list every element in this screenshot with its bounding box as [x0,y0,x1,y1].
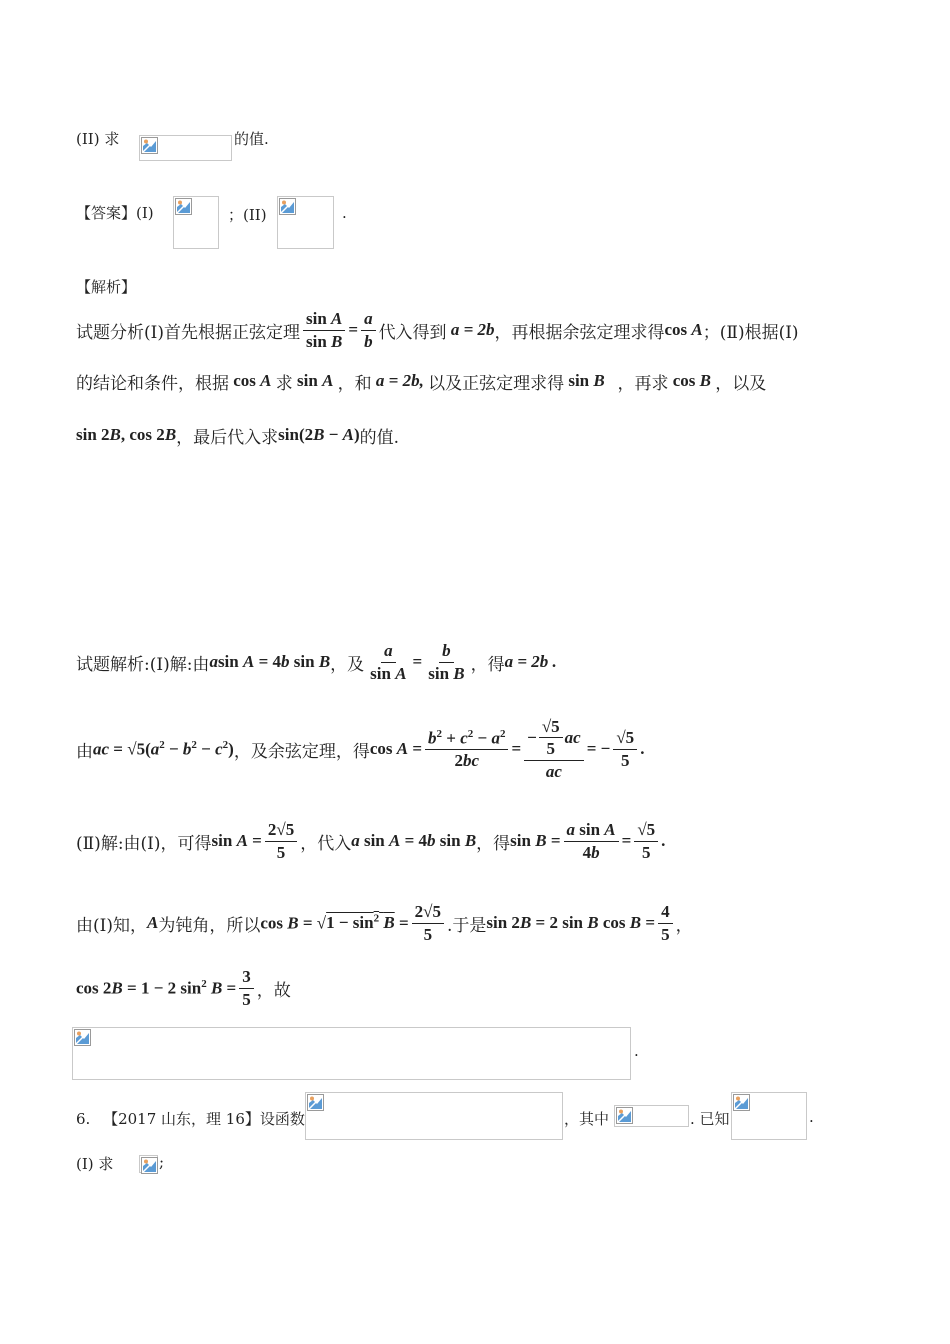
answer-part1-label: (I) [136,204,154,222]
analysis-text: ，最后代入求 [176,427,279,448]
image-placeholder [731,1092,807,1140]
formula: $\frac{a}{b}$ [361,309,376,351]
solution-text: ，得 [476,833,511,854]
image-placeholder [72,1027,631,1080]
formula: $\frac{√5}{5}$ [634,820,658,862]
formula: $\frac{3}{5}$ [239,967,254,1009]
analysis-line-1: 试题分析(Ⅰ)首先根据正弦定理 $\frac{\text{sin A}}{\text{sin B}}$ = $\frac{a}{b}$ 代入得到 a = 2b ，再根据余弦定理求得 cos A ；(Ⅱ)根据(Ⅰ) [76,308,799,351]
analysis-text: 代入得到 [378,322,447,343]
formula: sin(2B − A) [278,425,360,444]
formula: cos A [664,320,703,339]
problem6-text: 设函数 [259,1110,305,1128]
solution-text: .于是 [446,915,487,936]
solution-text: ，故 [256,980,291,1001]
broken-image-icon [175,198,192,215]
formula: $\frac{\text{a sin A}}{4b}$ [564,820,619,862]
formula: a sin A = 4b sin B [351,831,477,850]
analysis-text: 的结论和条件，根据 [76,373,229,394]
solution-line-2: 由 ac = $√5(a^2 - b^2 - c^2)$ ，及余弦定理，得 cos A = $\frac{b^2 + c^2 - a^2}{2bc}$ = − $\frac{√5}{5}$ ac ac = − $\frac{√5}{5}$ . [76,716,645,781]
analysis-text: 试题分析(Ⅰ)首先根据正弦定理 [76,322,300,343]
analysis-label: 【解析】 [76,278,137,296]
solution-text: 为钝角，所以 [158,915,261,936]
solution-line-3: (Ⅱ)解:由(Ⅰ)，可得 sin A = $\frac{2√5}{5}$ ，代入 a sin A = 4b sin B ，得 sin B = $\frac{\text{a sin A}}{4b}$ = $\frac{√5}{5}$ . [76,819,666,862]
formula: $\frac{b^2 + c^2 - a^2}{2bc}$ [425,728,508,771]
analysis-text: ，和 [337,373,372,394]
solution-text: ，得 [470,654,505,675]
analysis-text: 求 [275,373,293,394]
problem6-header [76,1108,305,1129]
problem6-part1 [76,1153,113,1174]
answer-label-text: 【答案】 [76,204,137,222]
formula: sin A = [211,831,262,850]
problem6-number: 6. [76,1110,91,1128]
image-placeholder [614,1105,689,1127]
problem6-part1-prefix: (Ⅰ) 求 [76,1155,114,1173]
broken-image-icon [616,1107,633,1124]
formula: − $\frac{√5}{5}$ ac ac [524,717,584,782]
formula: cos 2B = 1 − 2 $\sin^2 B$ = [76,977,237,998]
formula: $\frac{2√5}{5}$ [412,902,444,944]
formula: A [146,913,159,932]
problem6-source: 【2017 山东，理 16】 [103,1110,260,1128]
formula: sin 2B, cos 2B [76,425,177,444]
formula: $\frac{\text{sin A}}{\text{sin B}}$ [303,309,345,351]
formula: sin B = [510,831,561,850]
broken-image-icon [74,1029,91,1046]
solution-text: ，及 [330,654,365,675]
solution-text: 由 [76,741,93,762]
formula: a [209,652,218,671]
analysis-line-2 [76,368,766,394]
analysis-text: ，以及 [715,373,767,394]
solution-text: 由(Ⅰ)知， [76,915,147,936]
broken-image-icon [307,1094,324,1111]
broken-image-icon [733,1094,750,1111]
problem6-text2: ，其中 [564,1110,610,1128]
broken-image-icon [141,137,158,154]
analysis-text: ，再求 [617,373,669,394]
formula: a = 2b, [371,371,429,390]
formula: cos A [229,371,272,390]
image-placeholder [305,1092,563,1140]
problem6-text3: . 已知 [690,1110,730,1128]
formula: $\frac{4}{5}$ [658,902,673,944]
question-part2 [76,128,119,149]
question-part2-suffix: 的值. [234,130,269,148]
formula: $\frac{a}{\text{sin A}}$ [370,640,407,683]
formula: a = 2b . [504,652,557,671]
answer-sep: ；(II) [228,206,267,224]
answer-label [76,202,154,223]
image-placeholder [139,1155,158,1173]
broken-image-icon [279,198,296,215]
formula: ac = $√5(a^2 - b^2 - c^2)$ [93,738,234,759]
solution-text: ，代入 [300,833,352,854]
formula: sin 2B = 2 sin B cos B = [486,913,656,932]
formula: $\cos B = √1 - \sin^2 B$ = [260,912,409,933]
question-part2-prefix: (II) 求 [76,130,120,148]
image-placeholder [277,196,334,249]
problem6-end: . [809,1108,814,1126]
solution-text: (Ⅱ)解:由(Ⅰ)，可得 [76,833,212,854]
image-placeholder [139,135,232,161]
problem6-part1-suffix: ; [159,1153,165,1171]
formula: a = 2b [446,320,495,339]
analysis-text: ；(Ⅱ)根据(Ⅰ) [702,322,799,343]
solution-line-4 [76,898,693,948]
formula: $\frac{2√5}{5}$ [265,820,297,862]
formula: cos B [668,371,711,390]
image-placeholder [173,196,219,249]
analysis-line-3 [76,421,399,449]
formula: $\frac{b}{\text{sin B}}$ [428,640,465,683]
broken-image-icon [141,1157,158,1174]
formula: $\frac{√5}{5}$ [613,728,637,770]
solution-text: 试题解析:(Ⅰ)解:由 [76,654,210,675]
answer-end: . [342,204,347,222]
analysis-text: 以及正弦定理求得 [428,373,565,394]
solution-text: ，及余弦定理，得 [233,741,370,762]
solution-text: ， [675,915,693,936]
analysis-text: ，再根据余弦定理求得 [494,322,665,343]
formula: sin B [564,371,605,390]
analysis-text: 的值. [359,427,400,448]
solution-line-1: 试题解析:(Ⅰ)解:由 a sin A = 4b sin B ，及 $\frac{a}{\text{sin A}}$ = $\frac{b}{\text{sin B}}$ ，得 a = 2b . [76,640,557,683]
formula: sin A [292,371,334,390]
solution-end: . [634,1042,639,1060]
solution-line-5 [76,963,291,1013]
